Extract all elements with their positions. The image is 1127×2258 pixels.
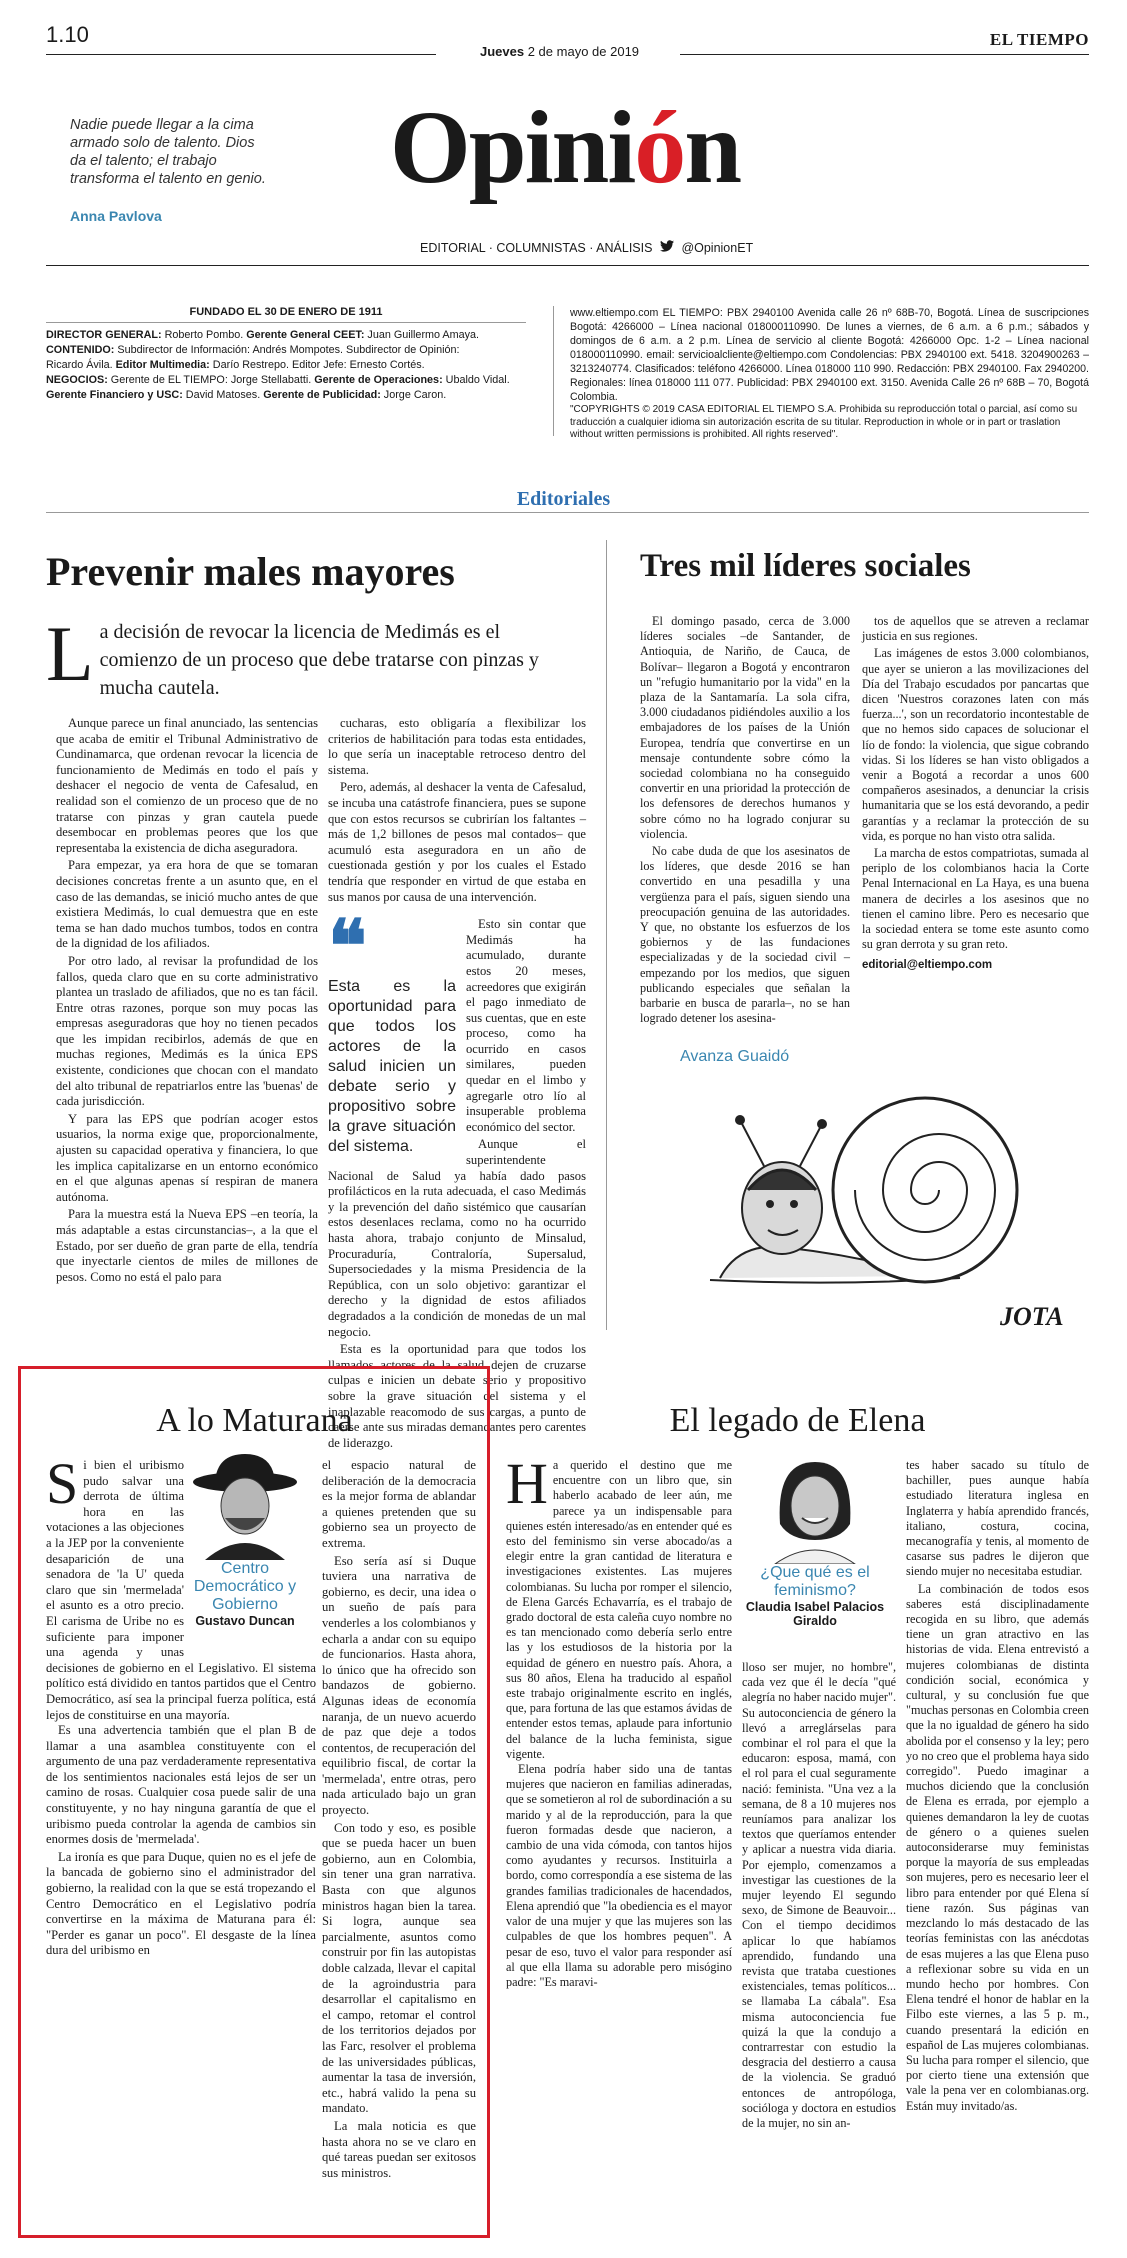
editorial-2-col2 — [862, 614, 1089, 974]
paragraph: el espacio natural de deliberación de la democracia es la mejor forma de ablandar a quienes pretenden que su gobierno sea un proyecto de extrema. — [322, 1458, 476, 1550]
paragraph: tos de aquellos que se atreven a reclamar justicia en sus regiones. — [862, 614, 1089, 644]
sections-line — [420, 240, 753, 255]
paragraph: Aunque parece un final anunciado, las sentencias que acaba de emitir el Tribunal Administrativo de Cundinamarca, que ordenan revocar la licencia de funcionamiento de Medimás en todo el país y deshacer el negocio de venta de Cafesalud, en realidad son el comienzo de un proceso que de no tratarse con pinzas y gran cautela puede desembocar en problemas peores que los que representaba la existencia de dicha aseguradora. — [56, 716, 318, 855]
header-quote: Nadie puede llegar a la cima armado solo de talento. Dios da el talento; el trabajo transforma el talento en genio. — [70, 117, 266, 187]
staff-line: Ricardo Ávila. Editor Multimedia: Darío Restrepo. Editor Jefe: Ernesto Cortés. — [46, 359, 425, 371]
editorial-1-title: Prevenir males mayores — [46, 549, 455, 594]
cartoon — [700, 1080, 1080, 1330]
masthead — [330, 88, 800, 207]
paper-name: EL TIEMPO — [989, 30, 1089, 49]
column-2-col1 — [506, 1451, 732, 1992]
paragraph: Las imágenes de estos 3.000 colombianos, que ayer se unieron a las movilizaciones del Día del Trabajo escudados por pancartas que dicen 'Nuestros corazones laten con más fuerza...', son un recordatorio incontestable de que no hemos sido capaces de solucionar el lío de fondo: la violencia, que sigue cobrando vidas. Si los líderes se han visto obligados a venir a Bogotá a recordar a unos 600 compañeros asesinados, a denunciar la crisis humanitaria que se los está devorando, a pedir garantías y a reclamar la protección de su vida, es porque no han visto otra salida. — [862, 646, 1089, 843]
paragraph: Para empezar, ya era hora de que se tomaran decisiones concretas frente a un asunto que, en el caso de las demandas, se inició mucho antes de que existiera Medimás, lo cual demuestra que en este tema se han dado muchos tumbos, todos en contra de la dignidad de los afiliados. — [56, 858, 318, 951]
staff-divider — [553, 306, 554, 436]
paragraph: La marcha de estos compatriotas, sumada al periplo de los colombianos hacia la Corte Penal Internacional en La Haya, es una buena manera de decirles a los asesinos que no tienen el camino libre. Pero es necesario que la sociedad entera se tome este asunto como su gran derrota y su gran reto. — [862, 846, 1089, 952]
paragraph: cucharas, esto obligaría a flexibilizar los criterios de habilitación para todas esta entidades, lo que sería un inaceptable retroceso dentro del sistema. — [328, 716, 586, 777]
staff-line: NEGOCIOS: Gerente de EL TIEMPO: Jorge Stellabatti. Gerente de Operaciones: Ubaldo Vidal. — [46, 374, 510, 386]
sections-list: EDITORIAL · COLUMNISTAS · ANÁLISIS — [420, 241, 653, 255]
paragraph: Esta es la oportunidad para que todos los llamados actores de la salud dejen de cruzarse culpas e inicien un debate serio y propositivo sobre la grave situación del sistema y el inaplazable reacomodo de sus cargas, a punto de caerse ante sus miradas demandantes pero carentes de liderazgo. — [328, 1342, 586, 1450]
paragraph: Por otro lado, al revisar la profundidad de los fallos, queda claro que en su corte administrativo plantea un traslado de afiliados, que no es tan fácil. Entre otras razones, porque son muy pocas las empresas aseguradoras que hoy no tienen pecados que les impidan recibirlos, además de que en muchas regiones, Medimás es la única EPS existente, condiciones que chocan con el mandato del alto tribunal de repatriarlos entre las 'buenas' de cada jurisdicción. — [56, 953, 318, 1109]
column-divider — [606, 540, 607, 1330]
paragraph: Con todo y eso, es posible que se pueda hacer un buen gobierno, aun en Colombia, sin tener una gran narrativa. Basta con que algunos ministros hagan bien la tarea. Si logra, aunque sea parcialmente, asuntos como construir por fin las autopistas doble calzada, llevar el capital de la agroindustria para desarrollar el capitalismo en el campo, retomar el control de los territorios dejados por las Farc, resolver el problema de las universidades públicas, aumentar la tasa de inversión, etc., habrá valido la pena su mandato. — [322, 1820, 476, 2116]
pull-quote — [328, 907, 456, 1157]
editorial-1-lede — [46, 610, 576, 702]
quote-mark-icon: ❝ — [328, 907, 367, 988]
dropcap: H — [506, 1451, 548, 1516]
header-quote-author: Anna Pavlova — [70, 208, 162, 224]
staff-line: CONTENIDO: Subdirector de Información: Andrés Mompotes. Subdirector de Opinión: — [46, 344, 460, 356]
masthead-accent: ó — [634, 90, 685, 205]
column-1-col1 — [46, 1451, 316, 1961]
header-bottom-rule — [46, 265, 1089, 266]
twitter-handle: @OpinionET — [681, 241, 754, 255]
dropcap: L — [46, 610, 94, 697]
paragraph: lloso ser mujer, no hombre", cada vez que él le decía "qué alegría no haber nacido mujer". Su autoconciencia de género la llevó a arreglárselas para combinar el rol para el que la educaron: esposa, mamá, con el rol para el cual seguramente nació: feminista. "Una vez a la semana, de 8 a 10 mujeres nos reuníamos para analizar los textos que queríamos entender y aplicar a nuestra vida diaria. Por ejemplo, comenzamos a investigar las cuestiones de la mujer leyendo El segundo sexo, de Simone de Beauvoir... Con el tiempo decidimos aplicar lo que habíamos aprendido, fundando una revista que trataba cuestiones existenciales, temas políticos... se llamaba La cábala". Esa misma autoconciencia fue quizá la que la condujo a contrarrestar con estudio la desgracia del destierro a causa de la violencia. Se graduó entonces de antropóloga, socióloga y doctora en estudios de la mujer, no sin an- — [742, 1660, 896, 2131]
column-2-author: Claudia Isabel Palacios Giraldo — [745, 1600, 885, 1628]
cartoon-caption: Avanza Guaidó — [680, 1048, 790, 1065]
column-1-title: A lo Maturana — [156, 1402, 353, 1439]
paragraph: Para la muestra está la Nueva EPS –en teoría, la más adaptable a estas circunstancias–, a la que el Estado, por ser dueño de gran parte de ella, tendría que inyectarle cientos de miles de millones de pesos. Como no está el palo para — [56, 1207, 318, 1284]
section-label-text: Editoriales — [503, 488, 624, 510]
paragraph: Elena podría haber sido una de tantas mujeres que nacieron en familias adineradas, que se sometieron al rol de subordinación a su marido y al de la reproducción, para la que fueron formadas desde que nacieron, a cambio de una vida cómoda, con tantos hijos como ayudantes y recursos. Instituirla a bordo, como correspondía a ese sistema de las grandes familias tradicionales de hacendados, Elena aprendió que "la obediencia es el mayor valor de una mujer y que las mujeres son las culpables de que los hombres pequen". A pesar de eso, tuvo el valor para responder así al que ella llama su adorable pero misógino padre: "Es maravi- — [506, 1762, 732, 1989]
header-rule-left — [46, 54, 436, 55]
column-2-title: El legado de Elena — [669, 1402, 926, 1439]
staff-box — [46, 328, 526, 403]
paragraph: Eso sería así si Duque tuviera una narrativa de gobierno, es decir, una idea o un sueño de país para venderles a los colombianos y echarla a andar con su equipo de funcionarios. Hasta ahora, lo único que ha ofrecido son bandazos de gobierno. Algunas ideas de economía naranja, de un nuevo acuerdo de paz que deje a todos contentos, de recuperación del equilibrio fiscal, de cortar la 'mermelada', entre otras, pero nada articulado bajo un gran proyecto. — [322, 1553, 476, 1818]
paragraph: El domingo pasado, cerca de 3.000 líderes sociales –de Santander, de Antioquia, de Nariño, de Cauca, de Bolívar– llegaron a Bogotá y encontraron un "refugio humanitario por la vida" en la plaza de la Santamaría. La sola cifra, 3.000 ciudadanos pidiéndoles auxilio a los embajadores de los países de la Unión Europea, tendría que convertirse en un mensaje contundente sobre cómo la sociedad colombiana no ha conseguido convertir en una prioridad la protección de los defensores de derechos humanos y sobre cómo no ha logrado conjurar su violencia. — [640, 614, 850, 841]
staff-line: DIRECTOR GENERAL: Roberto Pombo. Gerente General CEET: Juan Guillermo Amaya. — [46, 329, 480, 341]
mug-spacer — [184, 1458, 316, 1650]
twitter-icon — [660, 240, 674, 255]
editorial-email: editorial@eltiempo.com — [862, 959, 993, 972]
paragraph: La mala noticia es que hasta ahora no se ve claro en qué tareas puedan ser exitosos sus ministros. — [322, 2118, 476, 2180]
section-rule — [46, 512, 1089, 513]
snail-cartoon-icon — [700, 1080, 1080, 1330]
date-day: Jueves — [480, 44, 525, 59]
paragraph: Aunque el superintendente Nacional de Salud ya había dado pasos profilácticos en la ruta adecuada, el caso Medimás y la prevención del daño sistémico que causarían estos desenlaces reclama, como no ha ocurrido hasta ahora, trabajo conjunto de Minsalud, Procuraduría, Contraloría, Supersalud, Supersociedades y la misma Presidencia de la República, con un solo objetivo: garantizar el derecho y la dignidad de estos afiliados degradados a la condición de monedas de un mal negocio. — [328, 1137, 586, 1339]
column-2-mug-title: ¿Que qué es el feminismo? — [760, 1564, 870, 1599]
section-label — [0, 488, 1127, 511]
paragraph: Pero, además, al deshacer la venta de Cafesalud, se incuba una catástrofe financiera, pues se supone que con estos recursos se cubrirían los faltantes –más de 1,2 billones de pesos mal contados– que acumuló esta aseguradora en un año de cuestionada gestión y por los cuales el Estado tendría que responder en virtud de que estaba en sus manos por causa de una intervención. — [328, 780, 586, 904]
lede-text: a decisión de revocar la licencia de Medimás es el comienzo de un proceso que debe tratarse con pinzas y mucha cautela. — [99, 621, 539, 699]
editorial-1-col2 — [328, 716, 586, 1453]
editorial-2-col1 — [640, 614, 850, 1028]
staff-line: Gerente Financiero y USC: David Matoses. Gerente de Publicidad: Jorge Caron. — [46, 389, 447, 401]
pull-quote-text: Esta es la oportunidad para que todos los actores de la salud inicien un debate serio y propositivo sobre la grave situación del sistema. — [328, 978, 456, 1156]
date-rest: 2 de mayo de 2019 — [527, 44, 640, 59]
copyright-notice: "COPYRIGHTS © 2019 CASA EDITORIAL EL TIEMPO S.A. Prohibida su reproducción total o parcial, así como su traducción a cualquier idioma sin autorización escrita de su titular. Reproduction in whole or in part or traslation without written permissions is prohibited. All rights reserved". — [570, 404, 1078, 440]
column-2-col2 — [742, 1660, 896, 2133]
column-2-mug — [740, 1454, 890, 1628]
contact-info: www.eltiempo.com EL TIEMPO: PBX 2940100 Avenida calle 26 nº 68B-70, Bogotá. Línea de suscripciones Bogotá: 4266000 – Línea nacional 018000110990. De lunes a viernes, de 6 a.m. a 6 p.m.; sábados y domingos de 6 a.m. a 2 p.m. Línea de servicio al cliente Bogotá: 4266000 Opc. 1-2 – Línea nacional 018000110990. email: servicioalcliente@eltiempo.com Condolencias: PBX 2940100 ext. 5418. 3204900263 – 3213240774. Clasificados: teléfono 4266000. Línea 018000 110 990. Redacción: PBX 2940100. Fax 2940200. Regionales: línea 018000 111 077. Publicidad: PBX 2940100 ext. 3150. Avenida Calle 26 nº 68B – 70, Bogotá Colombia. — [570, 307, 1089, 403]
paragraph: La combinación de todos esos saberes está disciplinadamente recogida en su libro, que además tiene un gran atractivo en las historias de vida. Elena entrevistó a mujeres colombianas de distinta condición social, económica y cultural, y su conclusión fue que "muchas personas en Colombia creen que la no igualdad de género ha sido abolida por el consenso y la ley; pero yo no creo que el problema haya sido corregido". Puedo imaginar a muchos diciendo que la conclusión de Elena es errada, por ejemplo a quienes demandaron la ley de cuotas de género o a quienes suelen autoconsiderarse muy feministas porque la mayoría de sus empleadas son mujeres, pero es necesario leer el libro para entender por qué Elena sí tiene razón. Sus páginas van mezclando lo más destacado de las teorías feministas con las anécdotas de esas mujeres a las que Elena puso a reflexionar sobre su vida en un mundo hecho por hombres. Con Elena tendré el honor de hablar en la Filbo este viernes, a las 5 p. m., cuando presentará la edición en español de Las mujeres colombianas. Su lucha para romper el silencio, que por cierto tiene una extensión que vale la pena ver en colombianas.org. Están muy invitado/as. — [906, 1581, 1089, 2113]
paragraph: Esto sin contar que Medimás ha acumulado, durante estos 20 meses, acreedores que exigirán el pago inmediato de sus cuentas, que en este proceso, como ha ocurrido en casos similares, pueden quedar en el limbo y agregarle otro lío al insuperable problema económico del sector. — [466, 917, 586, 1134]
editorial-2-title: Tres mil líderes sociales — [640, 548, 971, 584]
dropcap: S — [46, 1451, 79, 1516]
column-1-col2 — [322, 1458, 476, 2183]
paragraph: Y para las EPS que podrían acoger estos usuarios, la norma exige que, proporcionalmente, ajusten su capacidad operativa y financiera, lo que les implica capitalizarse en un entorno económico en el que algunas apenas sí respiran de manera autónoma. — [56, 1111, 318, 1204]
paragraph: Es una advertencia también que el plan B de llamar a una asamblea constituyente con el argumento de una paz verdaderamente representativa de los sentimientos nacionales está lejos de ser un camino de rosas. Cualquier cosa puede salir de una constituyente, y no hay ninguna garantía de que el uribismo pueda controlar la agenda de cambios sin enormes dosis de 'mermelada'. — [46, 1723, 316, 1847]
paragraph: tes haber sacado su título de bachiller, pues aunque había estudiado literatura inglesa en Inglaterra y había aprendido francés, italiano, costura, cocina, mecanografía y tenis, al momento de casarse sus padres le dijeron que siendo mujer no necesitaba estudiar. — [906, 1458, 1089, 1579]
column-1-mug-title: Centro Democrático y Gobierno — [193, 1560, 297, 1613]
paragraph: La ironía es que para Duque, quien no es el jefe de la bancada de gobierno sino el administrador del gobierno, la realidad con la que se está tropezando el Centro Democrático en el Legislativo podría convertirse en la máxima de Maturana para él: "Perder es ganar un poco". El desgaste de la línea dura del uribismo en — [46, 1849, 316, 1958]
page-number: 1.10 — [46, 22, 89, 47]
founded-line: FUNDADO EL 30 DE ENERO DE 1911 — [189, 306, 383, 318]
masthead-part: n — [684, 90, 741, 205]
paragraph: No cabe duda de que los asesinatos de los líderes, que desde 2016 se han convertido en una pesadilla y una vergüenza para el país, siguen siendo una preocupación genuina de las autoridades. Y que, no obstante los esfuerzos de los gobiernos y de las fundaciones especializadas y de la sociedad civil –empezando por los medios, que siguen publicando especiales que señalan la barbarie en busca de pararla–, no se han logrado detener los asesina- — [640, 844, 850, 1026]
column-2-col3 — [906, 1458, 1089, 2116]
cartoon-signature: JOTA — [1000, 1302, 1064, 1331]
masthead-part: Opini — [389, 90, 635, 205]
staff-rule — [46, 322, 526, 323]
dateline — [480, 44, 639, 59]
author-photo — [740, 1454, 890, 1564]
editorial-1-col1 — [56, 716, 318, 1287]
paragraph: a querido el destino que me encuentre con un libro que, sin haberlo acabado de leer aún, me parece ya un indispensable para quienes estén interesado/as en entender qué es esto del feminismo sin verse abocado/as a elegir entre la gran cantidad de literatura e investigaciones existentes. Las mujeres colombianas. Su lucha por romper el silencio, de Elena Garcés Echavarría, es el trabajo de grado doctoral de esta caleña cuyo nombre no es tan mencionado como debería serlo entre las y los estudiosos de la historia por la equidad de género en nuestro país. Ahora, a sus 80 años, Elena ha traducido al español este trabajo originalmente escrito en inglés, que, para fortuna de las que estamos ávidas de entender estos temas, aplaude para infortunio del balance de la lucha feminista, sigue vigente. — [506, 1458, 732, 1761]
paragraph: i bien el uribismo pudo salvar una derrota de última hora en las votaciones a las objeciones a la JEP por la conveniente desaparición de una senadora de 'la U' queda claro que sin 'mermelada' el asunto es a otro precio. El carisma de Uribe no es suficiente para imponer una agenda y unas decisiones de gobierno en el Legislativo. El sistema político está dividido en tantos partidos que el Centro Democrático, así sea la principal fuerza política, está lejos de constituirse en una mayoría. — [46, 1458, 316, 1722]
column-1-author: Gustavo Duncan — [195, 1614, 295, 1628]
header-rule-right — [680, 54, 1089, 55]
